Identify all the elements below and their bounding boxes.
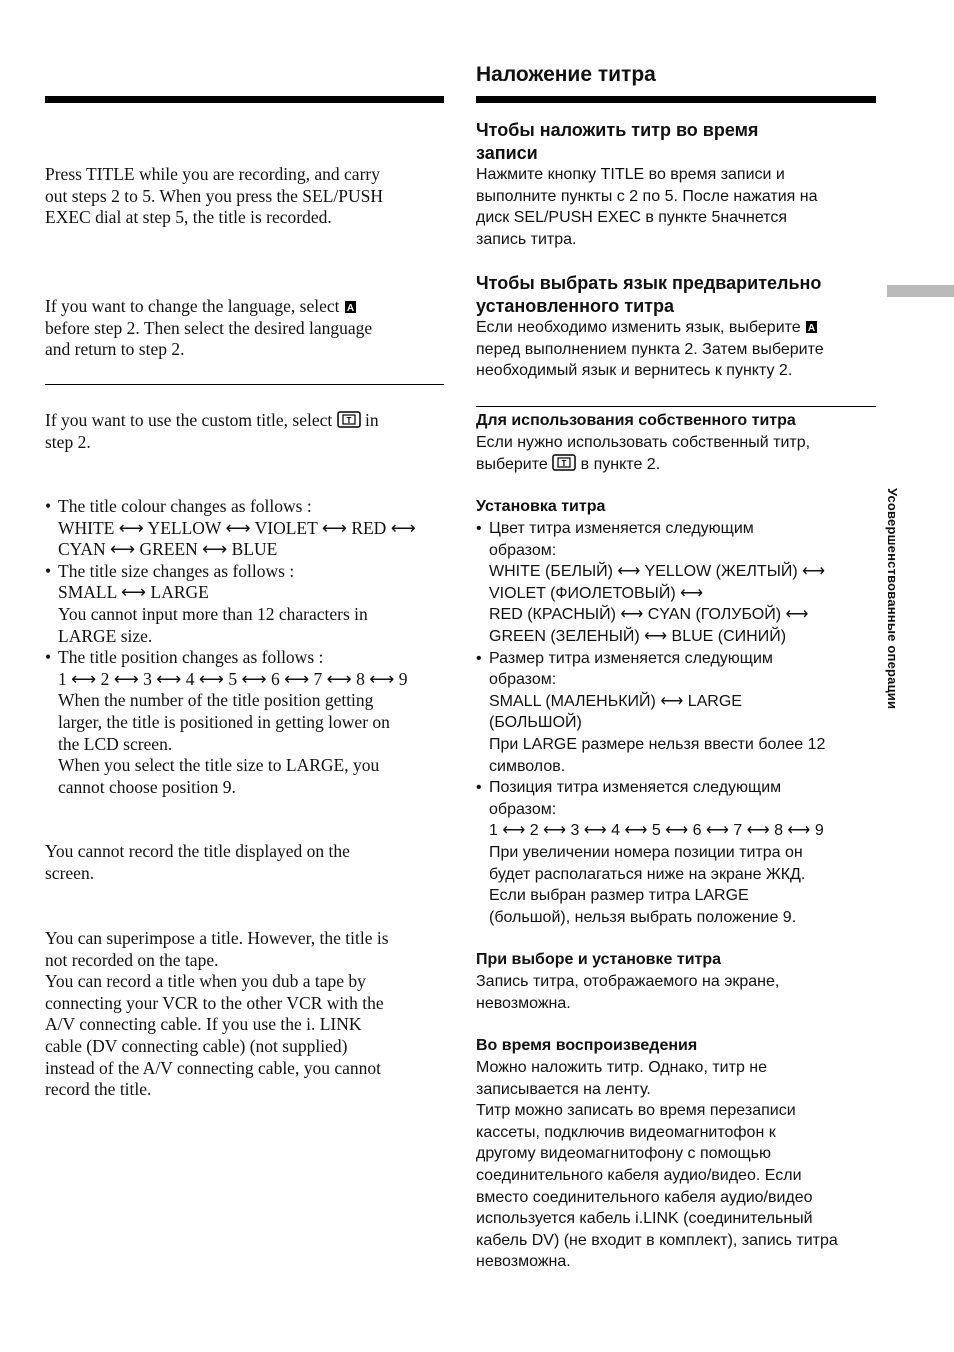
ru-playback-heading: Во время воспроизведения (476, 1037, 698, 1054)
list-item: • Цвет титра изменяется следующим образом: WHITE (БЕЛЫЙ) ⟷ YELLOW (ЖЕЛТЫЙ) ⟷ VIOLET (ФИОЛЕТОВЫЙ) ⟷ RED (КРАСНЫЙ) ⟷ CYAN (ГОЛУБОЙ) ⟷ GREEN (ЗЕЛЕНЫЙ) ⟷ BLUE (СИНИЙ) (476, 520, 826, 645)
list-item: • The title position changes as follows : 1 ⟷ 2 ⟷ 3 ⟷ 4 ⟷ 5 ⟷ 6 ⟷ 7 ⟷ 8 ⟷ 9 When the number of the title position getting larger, the title is positioned in getting lower on the LCD screen. When you select the title size to LARGE, you cannot choose position 9. (45, 647, 408, 797)
divider-left (45, 96, 444, 103)
section-tab-marker (887, 285, 954, 297)
ru-select-paragraph: Запись титра, отображаемого на экране, невозможна. (476, 973, 780, 1012)
en-select-paragraph: You cannot record the title displayed on the screen. (45, 841, 350, 883)
ru-custom-paragraph: Если нужно использовать собственный титр, выберите T в пункте 2. (476, 434, 811, 473)
ru-language-paragraph: Если необходимо изменить язык, выберите A перед выполнением пункта 2. Затем выберите необходимый язык и вернитесь к пункту 2. (476, 319, 824, 380)
en-record-paragraph: Press TITLE while you are recording, and carry out steps 2 to 5. When you press the SEL/PUSH EXEC dial at step 5, the title is recorded. (45, 164, 384, 228)
ru-title-setting-list (476, 518, 881, 928)
list-item: • The title colour changes as follows : WHITE ⟷ YELLOW ⟷ VIOLET ⟷ RED ⟷ CYAN ⟷ GREEN ⟷ BLUE (45, 496, 416, 560)
ru-playback-paragraph: Можно наложить титр. Однако, титр не записывается на ленту. Титр можно записать во время перезаписи кассеты, подключив видеомагнитофон к другому видеомагнитофону с помощью соединительного кабеля аудио/видео. Если вместо соединительного кабеля аудио/видео используется кабель i.LINK (соединительный кабель DV) (не входит в комплект), запись титра невозможна. (476, 1059, 838, 1271)
ru-setting-heading: Установка титра (476, 498, 606, 515)
page-title: Наложение титра (476, 63, 656, 86)
en-custom-paragraph: If you want to use the custom title, select T in step 2. (45, 410, 379, 452)
en-section-divider (45, 384, 444, 385)
svg-text:A: A (808, 323, 816, 334)
svg-text:A: A (346, 303, 354, 314)
list-item: • The title size changes as follows : SMALL ⟷ LARGE You cannot input more than 12 characters in LARGE size. (45, 560, 368, 646)
language-icon (344, 300, 357, 314)
en-playback-paragraph: You can superimpose a title. However, the title is not recorded on the tape. You can record a title when you dub a tape by connecting your VCR to the other VCR with the A/V connecting cable. If you use the i. LINK cable (DV connecting cable) (not supplied) instead of the A/V connecting cable, you cannot record the title. (45, 928, 389, 1100)
language-icon (805, 320, 818, 334)
list-item: • Размер титра изменяется следующим образом: SMALL (МАЛЕНЬКИЙ) ⟷ LARGE (БОЛЬШОЙ) При LARGE размере нельзя ввести более 12 символов. (476, 649, 826, 775)
ru-language-heading: Чтобы выбрать язык предварительно установленного титра (476, 273, 822, 316)
en-title-setting-list (45, 496, 445, 798)
custom-title-icon (552, 454, 576, 471)
svg-text:T: T (561, 458, 567, 468)
en-language-paragraph: If you want to change the language, select A before step 2. Then select the desired language and return to step 2. (45, 296, 373, 360)
svg-text:T: T (346, 416, 352, 425)
ru-section-divider (476, 406, 876, 407)
ru-custom-heading: Для использования собственного титра (476, 412, 796, 429)
ru-record-heading: Чтобы наложить титр во время записи (476, 120, 759, 163)
section-side-label: Усовершенствованные операции (885, 488, 900, 710)
custom-title-icon (337, 411, 361, 428)
list-item: • Позиция титра изменяется следующим образом: 1 ⟷ 2 ⟷ 3 ⟷ 4 ⟷ 5 ⟷ 6 ⟷ 7 ⟷ 8 ⟷ 9 При увеличении номера позиции титра он будет располагаться ниже на экране ЖКД. Если выбран размер титра LARGE (большой), нельзя выбрать положение 9. (476, 779, 824, 926)
ru-select-heading: При выборе и установке титра (476, 951, 722, 968)
ru-record-paragraph: Нажмите кнопку TITLE во время записи и выполните пункты с 2 по 5. После нажатия на диск SEL/PUSH EXEC в пункте 5начнется запись титра. (476, 166, 818, 248)
divider-right (476, 96, 876, 103)
